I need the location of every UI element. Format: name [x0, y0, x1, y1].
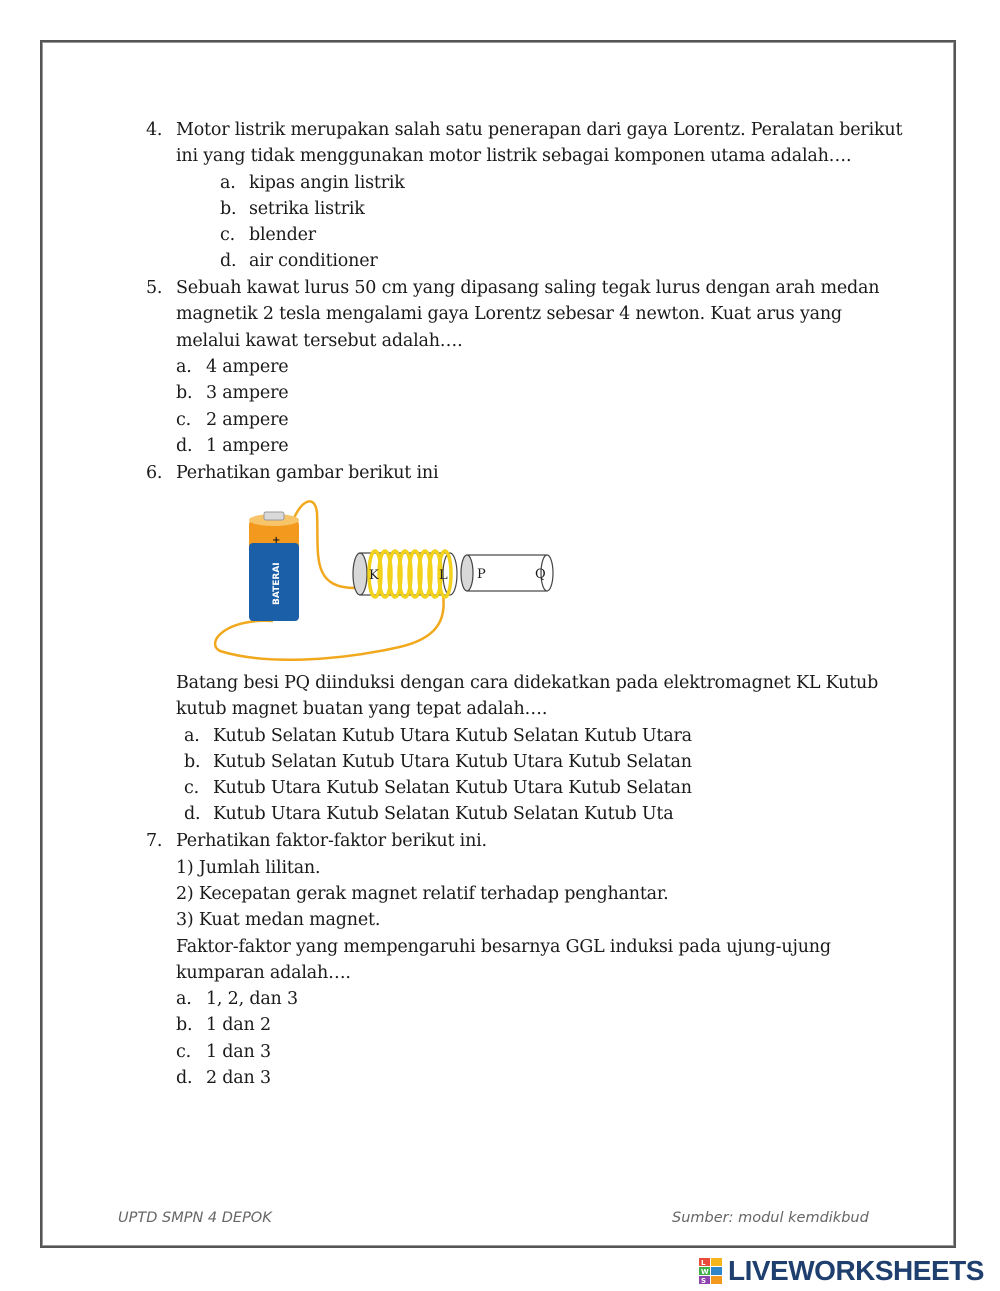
q6-option-d[interactable]: Kutub Utara Kutub Selatan Kutub Selatan Kutub Uta: [213, 804, 674, 824]
q5-text-line-3: melalui kawat tersebut adalah….: [176, 331, 463, 351]
q7-text-line-3: kumparan adalah….: [176, 963, 351, 983]
coil-label-l: L: [439, 568, 448, 583]
q6-text-line-1: Perhatikan gambar berikut ini: [176, 463, 439, 483]
q4-option-d[interactable]: air conditioner: [249, 251, 378, 271]
q6-number: 6.: [146, 463, 163, 483]
q5-text-line-2: magnetik 2 tesla mengalami gaya Lorentz sebesar 4 newton. Kuat arus yang: [176, 304, 842, 324]
q6-option-d-label: d.: [184, 804, 201, 824]
q4-text-line-1: Motor listrik merupakan salah satu penerapan dari gaya Lorentz. Peralatan berikut: [176, 120, 903, 140]
battery-plus: +: [272, 535, 281, 546]
liveworksheets-wordmark: LIVEWORKSHEETS: [728, 1255, 984, 1286]
q5-text-line-1: Sebuah kawat lurus 50 cm yang dipasang saling tegak lurus dengan arah medan: [176, 278, 880, 298]
q4-option-a-label: a.: [220, 173, 236, 193]
q4-option-c[interactable]: blender: [249, 225, 316, 245]
battery-label: BATERAI: [272, 562, 282, 605]
q7-number: 7.: [146, 831, 163, 851]
coil-electromagnet: [353, 551, 457, 597]
q7-option-d[interactable]: 2 dan 3: [206, 1068, 271, 1088]
q6-option-a-label: a.: [184, 726, 200, 746]
q6-option-b[interactable]: Kutub Selatan Kutub Utara Kutub Utara Kutub Selatan: [213, 752, 692, 772]
battery-icon: [249, 512, 299, 621]
q7-option-d-label: d.: [176, 1068, 193, 1088]
q7-factor-1: 1) Jumlah lilitan.: [176, 858, 321, 878]
q7-factor-3: 3) Kuat medan magnet.: [176, 910, 381, 930]
q5-option-b[interactable]: 3 ampere: [206, 383, 289, 403]
liveworksheets-logo-icon: [698, 1257, 724, 1285]
rod-label-p: P: [477, 567, 486, 582]
footer-source: Sumber: modul kemdikbud: [672, 1210, 869, 1226]
svg-text:L: L: [701, 1259, 706, 1267]
iron-rod: [461, 555, 553, 591]
q4-option-b-label: b.: [220, 199, 237, 219]
svg-text:W: W: [701, 1268, 709, 1276]
q7-option-a[interactable]: 1, 2, dan 3: [206, 989, 298, 1009]
q7-option-c-label: c.: [176, 1042, 191, 1062]
q4-text-line-2: ini yang tidak menggunakan motor listrik sebagai komponen utama adalah….: [176, 146, 852, 166]
liveworksheets-brand[interactable]: [698, 1257, 984, 1285]
q6-option-b-label: b.: [184, 752, 201, 772]
q6-option-c[interactable]: Kutub Utara Kutub Selatan Kutub Utara Kutub Selatan: [213, 778, 692, 798]
q5-number: 5.: [146, 278, 163, 298]
q4-number: 4.: [146, 120, 163, 140]
q5-option-d-label: d.: [176, 436, 193, 456]
q7-option-c[interactable]: 1 dan 3: [206, 1042, 271, 1062]
wire-top: [293, 501, 355, 588]
q5-option-b-label: b.: [176, 383, 193, 403]
q7-factor-2: 2) Kecepatan gerak magnet relatif terhadap penghantar.: [176, 884, 669, 904]
q4-option-a[interactable]: kipas angin listrik: [249, 173, 405, 193]
q5-option-a-label: a.: [176, 357, 192, 377]
q6-option-a[interactable]: Kutub Selatan Kutub Utara Kutub Selatan Kutub Utara: [213, 726, 692, 746]
coil-label-k: K: [369, 568, 379, 583]
q7-text-line-2: Faktor-faktor yang mempengaruhi besarnya GGL induksi pada ujung-ujung: [176, 937, 831, 957]
q7-option-a-label: a.: [176, 989, 192, 1009]
q7-option-b-label: b.: [176, 1015, 193, 1035]
q4-option-d-label: d.: [220, 251, 237, 271]
electromagnet-figure: [205, 493, 565, 663]
q7-option-b[interactable]: 1 dan 2: [206, 1015, 271, 1035]
q4-option-b[interactable]: setrika listrik: [249, 199, 365, 219]
q6-option-c-label: c.: [184, 778, 199, 798]
q5-option-c-label: c.: [176, 410, 191, 430]
svg-text:S: S: [701, 1277, 707, 1285]
q7-text-line-1: Perhatikan faktor-faktor berikut ini.: [176, 831, 487, 851]
rod-label-q: Q: [535, 567, 546, 582]
q5-option-d[interactable]: 1 ampere: [206, 436, 289, 456]
q5-option-c[interactable]: 2 ampere: [206, 410, 289, 430]
q6-text-line-3: kutub magnet buatan yang tepat adalah….: [176, 699, 548, 719]
q5-option-a[interactable]: 4 ampere: [206, 357, 289, 377]
footer-school: UPTD SMPN 4 DEPOK: [118, 1210, 272, 1226]
q4-option-c-label: c.: [220, 225, 235, 245]
q6-text-line-2: Batang besi PQ diinduksi dengan cara didekatkan pada elektromagnet KL Kutub: [176, 673, 879, 693]
